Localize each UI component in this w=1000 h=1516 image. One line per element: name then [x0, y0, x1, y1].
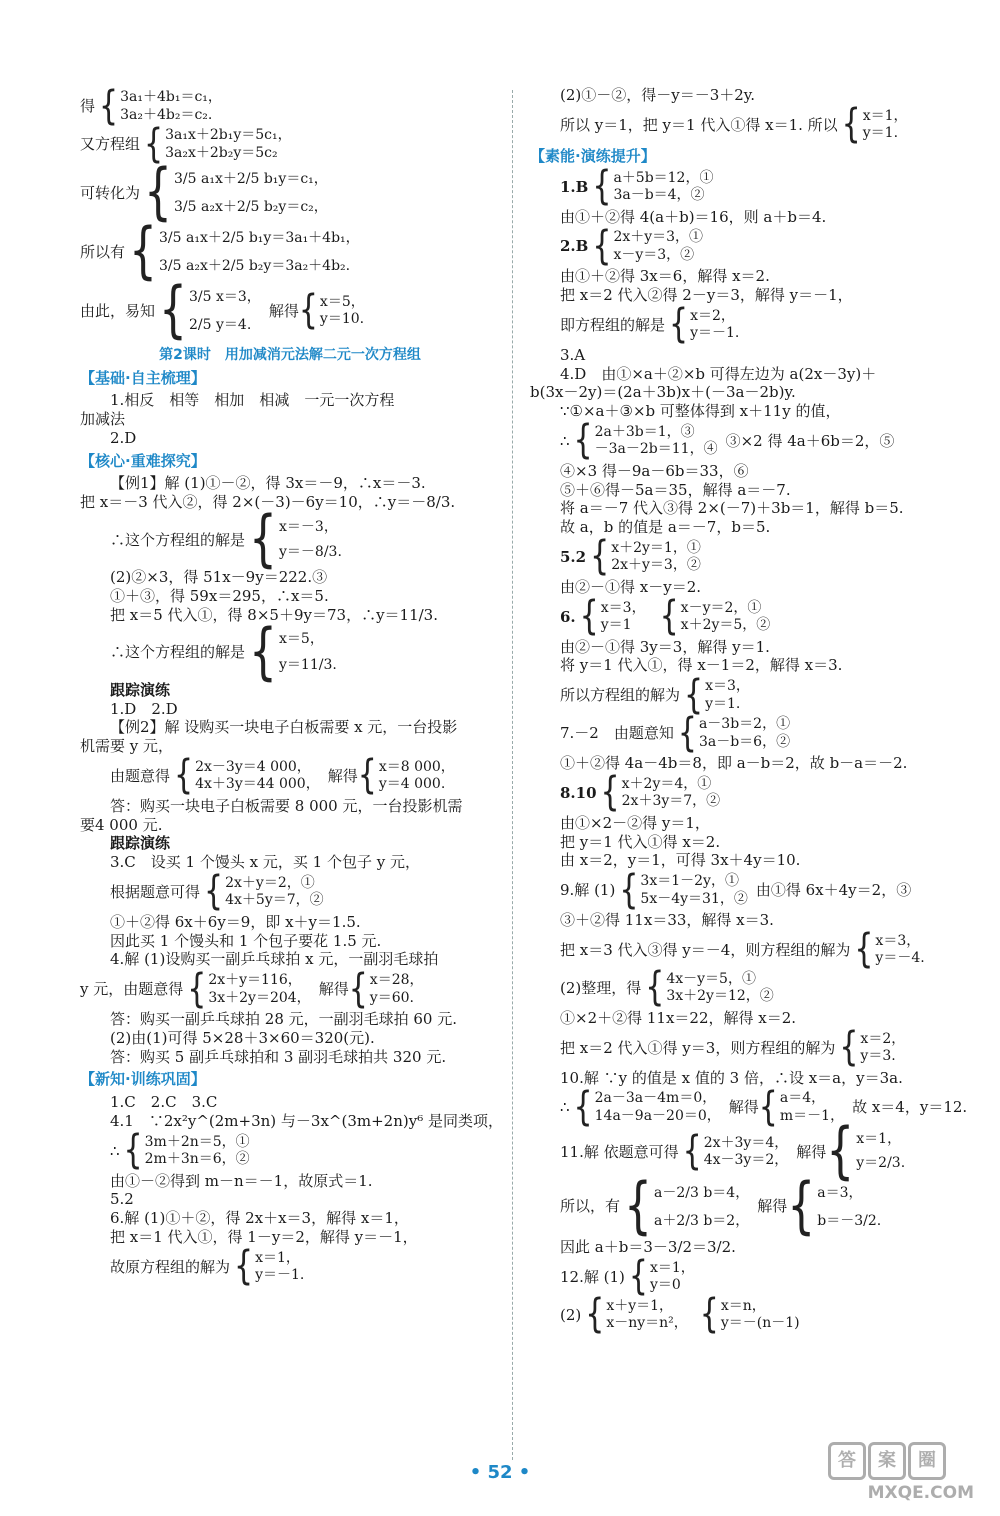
- answer-line: 答：购买 5 副乒乓球拍和 3 副羽毛球拍共 320 元.: [110, 1047, 447, 1066]
- label: 解得: [728, 1098, 759, 1117]
- brace: {: [573, 416, 593, 465]
- answer-line: 5.2: [110, 1190, 134, 1209]
- equation-system: [80, 616, 500, 688]
- equation: y＝1.: [862, 125, 899, 142]
- page-number: • 52 •: [469, 1462, 531, 1483]
- answer-line: 3.A: [560, 345, 586, 364]
- question-number: 1.B: [560, 177, 589, 196]
- brace: {: [619, 866, 639, 914]
- equation: x＝1，: [649, 1259, 695, 1276]
- brace: {: [298, 286, 318, 334]
- equation: 2x＋y＝116，: [208, 972, 302, 988]
- label: 12.解 (1): [560, 1267, 625, 1286]
- equation-system: [530, 532, 950, 581]
- equation: y＝－8/3.: [279, 543, 342, 560]
- equation: b＝－3/2.: [817, 1212, 882, 1229]
- question-number: 5.2: [560, 547, 587, 566]
- label: 所以 y＝1，把 y＝1 代入①得 x＝1. 所以: [560, 115, 838, 134]
- equation-system: [530, 592, 950, 640]
- label: 把 x＝2 代入①得 y＝3，则方程组的解为: [560, 1038, 836, 1057]
- equation-system: [80, 751, 500, 800]
- equation-system: [80, 156, 500, 228]
- section-heading: 【基础·自主梳理】: [80, 368, 206, 387]
- equation-system: [530, 963, 950, 1012]
- equation: 14a－9a－20＝0，: [594, 1107, 721, 1124]
- equation: y＝1.: [705, 695, 741, 712]
- equation: 3a－b＝4，②: [613, 187, 705, 203]
- equation: x＋2y＝1，①: [611, 539, 701, 556]
- equation: a－2/3 b＝4，: [654, 1184, 750, 1201]
- answer-line: 【例1】解 (1)①－②，得 3x＝－9，∴x＝－3.: [110, 474, 426, 493]
- equation-system: [80, 215, 500, 287]
- answer-line: (2)由(1)可得 5×28＋3×60＝320(元).: [110, 1028, 375, 1047]
- equation: 3/5 a₂x＋2/5 b₂y＝c₂，: [174, 199, 328, 215]
- equation: y＝0: [649, 1277, 681, 1294]
- equation-system: [80, 274, 500, 346]
- answer-line: (2)②×3，得 51x－9y＝222.③: [110, 568, 328, 587]
- answer-line: 故 a，b 的值是 a＝－7，b＝5.: [560, 518, 771, 536]
- brace: {: [684, 671, 704, 719]
- label: 解得: [757, 1197, 788, 1216]
- brace: {: [669, 300, 689, 349]
- brace: {: [624, 1170, 653, 1242]
- brace: {: [99, 82, 119, 130]
- equation: x＝5，: [319, 293, 365, 310]
- equation: y＝2/3.: [856, 1155, 906, 1172]
- equation-system: [530, 1083, 968, 1131]
- equation-system: [80, 867, 500, 916]
- answer-line: 要4 000 元.: [80, 815, 163, 834]
- equation: a＋5b＝12，①: [613, 169, 714, 186]
- equation-system: [530, 1170, 950, 1242]
- equation: a＝4，: [779, 1090, 826, 1107]
- answer-line: 将 a＝－7 代入③得 2×(－7)＋3b＝1，解得 b＝5.: [560, 499, 904, 518]
- brace: {: [573, 1083, 593, 1131]
- equation-system: [530, 866, 950, 914]
- equation-system: [530, 416, 950, 465]
- equation-system: [80, 1126, 500, 1174]
- label: 故 x＝4，y＝12.: [852, 1098, 968, 1117]
- brace: {: [249, 616, 278, 688]
- answer-line: 把 x＝5 代入①，得 8×5＋9y＝73，∴y＝11/3.: [110, 605, 438, 624]
- label: 由题意得: [110, 766, 171, 785]
- equation: y＝4 000.: [378, 776, 446, 793]
- answer-line: 2.D: [110, 428, 137, 447]
- brace: {: [682, 1127, 702, 1175]
- equation: 2/5 y＝4.: [189, 317, 252, 333]
- answer-line: 4.解 (1)设购买一副乒乓球拍 x 元，一副羽毛球拍: [110, 950, 439, 969]
- equation-system: [530, 709, 950, 757]
- answer-line: ⑤＋⑥得－5a＝35，解得 a＝－7.: [560, 480, 791, 499]
- equation: x＝3，: [875, 932, 921, 949]
- equation: y＝－1.: [690, 325, 740, 342]
- brace: {: [249, 503, 278, 575]
- watermark-url: MXQE.COM: [867, 1482, 974, 1503]
- equation-system: [530, 768, 950, 817]
- label: 解得: [796, 1142, 827, 1161]
- answer-line: 答：购买一副乒乓球拍 28 元，一副羽毛球拍 60 元.: [110, 1010, 458, 1028]
- equation: y＝1: [600, 617, 632, 633]
- label: ∴这个方程组的解是: [110, 643, 246, 662]
- equation: x＝28，: [369, 972, 424, 988]
- label: (2)整理，得: [560, 978, 642, 997]
- answer-line: 把 x＝1 代入①，得 1－y＝2，解得 y＝－1，: [110, 1227, 418, 1246]
- equation-system: [530, 300, 950, 349]
- label: 解得: [318, 980, 349, 999]
- equation: 3/5 x＝3，: [189, 289, 261, 305]
- answer-line: 6.解 (1)①＋②，得 2x＋x＝3，解得 x＝1，: [110, 1209, 409, 1227]
- answer-line: 4.D 由①×a＋②×b 可得左边为 a(2x－3y)＋: [560, 364, 877, 383]
- equation: x＝8 000，: [378, 758, 455, 775]
- equation: 4x－3y＝2，: [703, 1152, 789, 1169]
- equation: y＝－4.: [875, 950, 925, 967]
- answer-line: 因此买 1 个馒头和 1 个包子要花 1.5 元.: [110, 931, 382, 950]
- equation: x＝－3，: [279, 518, 338, 535]
- label: 解得: [327, 766, 358, 785]
- brace: {: [645, 963, 665, 1012]
- brace: {: [787, 1170, 816, 1242]
- equation: y＝11/3.: [279, 656, 337, 673]
- label: 所以，有: [560, 1197, 621, 1216]
- brace: {: [144, 120, 164, 168]
- brace: {: [129, 215, 158, 287]
- equation: a－3b＝2，①: [698, 716, 791, 732]
- equation-system: [80, 82, 500, 130]
- equation: y＝10.: [319, 311, 365, 327]
- brace: {: [585, 1290, 605, 1339]
- brace: {: [699, 1290, 719, 1339]
- right-column: [530, 86, 968, 1339]
- equation: 3a₁＋4b₁＝c₁，: [120, 89, 222, 105]
- answer-line: 1.相反 相等 相加 相减 一元一次方程: [110, 391, 395, 410]
- equation: x＝1，: [862, 107, 908, 124]
- equation: x＝2，: [860, 1030, 906, 1047]
- equation: x＋2y＝5，②: [680, 617, 771, 633]
- label: 故原方程组的解为: [110, 1257, 231, 1276]
- equation: x＝3，: [705, 678, 750, 694]
- equation: x＋2y＝4，①: [621, 775, 712, 792]
- answer-line: ①×2＋②得 11x＝22，解得 x＝2.: [560, 1008, 797, 1027]
- equation: x＝3，: [600, 599, 646, 616]
- equation: m＝－1，: [779, 1107, 845, 1124]
- equation: x＋y＝1，: [606, 1297, 674, 1314]
- equation: 4x－y＝5，①: [666, 970, 756, 987]
- answer-line: 10.解 ∵y 的值是 x 值的 3 倍，∴设 x＝a，y＝3a.: [560, 1068, 903, 1087]
- section-heading: 【核心·重难探究】: [80, 451, 206, 470]
- equation: 4x＋3y＝44 000，: [195, 776, 320, 793]
- brace: {: [659, 592, 679, 640]
- equation: x＝2，: [690, 307, 735, 324]
- label: 得: [80, 97, 96, 116]
- brace: {: [592, 222, 612, 270]
- equation: 3a₂x＋2b₂y＝5c₂: [165, 144, 278, 161]
- answer-line: 由①×2－②得 y＝1，: [560, 813, 710, 832]
- brace: {: [826, 1115, 855, 1188]
- equation: y＝－(n－1): [720, 1315, 800, 1332]
- equation: 5x－4y＝31，②: [640, 890, 748, 907]
- equation: 2x＋3y＝4，: [703, 1134, 789, 1151]
- brace: {: [159, 274, 188, 346]
- equation: 3x＋2y＝12，②: [666, 988, 774, 1005]
- left-column: [80, 82, 503, 1290]
- answer-line: ∵①×a＋③×b 可整体得到 x＋11y 的值，: [560, 402, 841, 420]
- answer-line: 因此 a＋b＝3－3/2＝3/2.: [560, 1237, 736, 1256]
- equation: 2x＋y＝3，①: [613, 229, 704, 246]
- answer-line: 4.1 ∵2x²y^(2m+3n) 与－3x^(3m+2n)y⁶ 是同类项，: [110, 1111, 503, 1130]
- answer-line: 3.C 设买 1 个馒头 x 元，买 1 个包子 y 元，: [110, 853, 420, 871]
- answer-line: 机需要 y 元，: [80, 737, 174, 755]
- answer-line: ①＋③，得 59x＝295，∴x＝5.: [110, 586, 329, 605]
- brace: {: [841, 100, 861, 149]
- equation: x＝1，: [856, 1131, 902, 1148]
- label: 把 x＝3 代入③得 y＝－4，则方程组的解为: [560, 940, 851, 959]
- label: 由此，易知: [80, 301, 156, 320]
- watermark-char: 答: [828, 1442, 866, 1480]
- answer-line: 1.C 2.C 3.C: [110, 1093, 218, 1111]
- answer-line: 1.D 2.D: [110, 699, 178, 718]
- label: ∴: [560, 431, 570, 450]
- equation: 3x＝1－2y，①: [640, 873, 739, 889]
- subheading: 跟踪演练: [110, 834, 171, 853]
- question-number: 8.10: [560, 783, 597, 802]
- brace: {: [187, 965, 207, 1013]
- answer-line: 由①＋②得 4(a＋b)＝16，则 a＋b＝4.: [560, 207, 827, 226]
- answer-line: 加减法: [80, 410, 126, 428]
- equation: 3a₂＋4b₂＝c₂.: [120, 106, 213, 123]
- label: 11.解 依题意可得: [560, 1142, 679, 1161]
- equation: 3/5 a₂x＋2/5 b₂y＝3a₂＋4b₂.: [159, 258, 351, 274]
- brace: {: [579, 592, 599, 640]
- equation: y＝－1.: [255, 1267, 305, 1283]
- equation: 2a＋3b＝1，③: [594, 423, 695, 440]
- label: 即方程组的解是: [560, 315, 666, 334]
- watermark-char: 案: [868, 1442, 906, 1480]
- answer-line: ①＋②得 4a－4b＝8，即 a－b＝2，故 b－a＝－2.: [560, 754, 908, 772]
- answer-line: (2)①－②，得－y＝－3＋2y.: [560, 86, 756, 104]
- equation: a＋2/3 b＝2，: [654, 1212, 750, 1229]
- section-heading: 【新知·训练巩固】: [80, 1070, 206, 1089]
- label: 由①得 6x＋4y＝2，③: [755, 881, 912, 900]
- lesson-title: 第2课时 用加减消元法解二元一次方程组: [159, 347, 421, 363]
- brace: {: [204, 867, 224, 916]
- brace: {: [348, 965, 368, 1013]
- equation-system: [530, 925, 950, 974]
- label: 可转化为: [80, 183, 141, 202]
- label: ∴: [110, 1141, 120, 1160]
- brace: {: [758, 1083, 778, 1131]
- brace: {: [839, 1023, 859, 1071]
- answer-line: 【例2】解 设购买一块电子白板需要 x 元，一台投影: [110, 718, 458, 737]
- subheading: 跟踪演练: [110, 680, 171, 699]
- brace: {: [592, 162, 612, 210]
- answer-line: ③＋②得 11x＝33，解得 x＝3.: [560, 911, 774, 929]
- label: 又方程组: [80, 135, 141, 154]
- answer-line: ①＋②得 6x＋6y＝9，即 x＋y＝1.5.: [110, 912, 361, 931]
- equation: 3/5 a₁x＋2/5 b₁y＝3a₁＋4b₁，: [159, 230, 360, 246]
- label: 所以有: [80, 242, 126, 261]
- question-number: 2.B: [560, 237, 589, 256]
- answer-line: 由②－①得 x－y＝2.: [560, 577, 702, 596]
- equation-system: [530, 1023, 950, 1071]
- equation: y＝3.: [860, 1048, 896, 1064]
- equation: 3m＋2n＝5，①: [144, 1133, 250, 1150]
- brace: {: [234, 1242, 254, 1290]
- equation-system: [530, 100, 950, 149]
- label: y 元，由题意得: [80, 980, 184, 999]
- equation: x－y＝2，①: [680, 599, 762, 616]
- answer-line: ④×3 得－9a－6b＝33，⑥: [560, 461, 749, 480]
- answer-line: 把 y＝1 代入①得 x＝2.: [560, 832, 721, 851]
- equation-system: [80, 1242, 500, 1290]
- answer-line: 由 x＝2，y＝1，可得 3x＋4y＝10.: [560, 851, 801, 870]
- equation: x＝1，: [255, 1249, 300, 1266]
- equation: x－ny＝n²，: [606, 1315, 688, 1332]
- equation: x＝n，: [720, 1297, 766, 1314]
- label: ③×2 得 4a＋6b＝2，⑤: [725, 431, 895, 450]
- brace: {: [357, 751, 377, 800]
- equation: 3x＋2y＝204，: [208, 989, 311, 1006]
- watermark-char: 圈: [908, 1442, 946, 1480]
- label: ∴: [560, 1098, 570, 1117]
- equation: 2x＋y＝3，②: [611, 557, 701, 574]
- equation: －3a－2b＝11，④: [594, 441, 718, 458]
- label: 7.－2 由题意知: [560, 724, 674, 743]
- brace: {: [174, 751, 194, 800]
- equation-system: [80, 503, 500, 575]
- label: 解得: [268, 301, 299, 320]
- equation: 3/5 a₁x＋2/5 b₁y＝c₁，: [174, 171, 328, 187]
- equation: y＝60.: [369, 989, 414, 1006]
- answer-line: 答：购买一块电子白板需要 8 000 元，一台投影机需: [110, 796, 463, 815]
- answer-line: 由①－②得到 m－n＝－1，故原式＝1.: [110, 1171, 373, 1190]
- watermark: [828, 1442, 978, 1504]
- section-heading: 【素能·演练提升】: [530, 146, 656, 165]
- column-divider: [512, 90, 513, 1460]
- equation-system: [530, 1252, 950, 1301]
- equation: 2a－3a－4m＝0，: [594, 1090, 717, 1107]
- label: 9.解 (1): [560, 881, 616, 900]
- question-number: 6.: [560, 607, 576, 626]
- equation: a＝3，: [817, 1184, 863, 1201]
- label: 根据题意可得: [110, 882, 201, 901]
- brace: {: [628, 1252, 648, 1301]
- equation-system: [530, 162, 950, 210]
- label: 所以方程组的解为: [560, 686, 681, 705]
- brace: {: [123, 1126, 143, 1174]
- equation: x－y＝3，②: [613, 246, 695, 263]
- answer-line: 将 y＝1 代入①，得 x－1＝2，解得 x＝3.: [560, 656, 843, 675]
- answer-line: b(3x－2y)＝(2a＋3b)x＋(－3a－2b)y.: [530, 383, 796, 402]
- equation: 3a₁x＋2b₁y＝5c₁，: [165, 127, 292, 143]
- equation: x＝5，: [279, 631, 324, 648]
- equation-system: [530, 222, 950, 270]
- brace: {: [144, 156, 173, 228]
- equation: 2m＋3n＝6，②: [144, 1151, 250, 1167]
- answer-line: 把 x＝2 代入②得 2－y＝3，解得 y＝－1，: [560, 286, 853, 304]
- equation-system: [530, 1290, 950, 1339]
- label: (2): [560, 1305, 582, 1324]
- equation-system: [80, 965, 500, 1013]
- brace: {: [854, 925, 874, 974]
- brace: {: [677, 709, 697, 757]
- equation: 2x＋y＝2，①: [225, 874, 315, 891]
- answer-line: 由②－①得 3y＝3，解得 y＝1.: [560, 637, 770, 656]
- equation-system: [80, 120, 500, 168]
- equation: 4x＋5y＝7，②: [225, 892, 324, 909]
- equation-system: [530, 671, 950, 719]
- label: ∴这个方程组的解是: [110, 530, 246, 549]
- brace: {: [600, 768, 620, 817]
- answer-line: 把 x＝－3 代入②，得 2×(－3)－6y＝10，∴y＝－8/3.: [80, 493, 456, 511]
- equation: 2x－3y＝4 000，: [195, 758, 311, 775]
- equation: 2x＋3y＝7，②: [621, 793, 721, 810]
- brace: {: [590, 532, 610, 581]
- equation: 3a－b＝6，②: [698, 733, 791, 750]
- answer-line: 由①＋②得 3x＝6，解得 x＝2.: [560, 267, 770, 286]
